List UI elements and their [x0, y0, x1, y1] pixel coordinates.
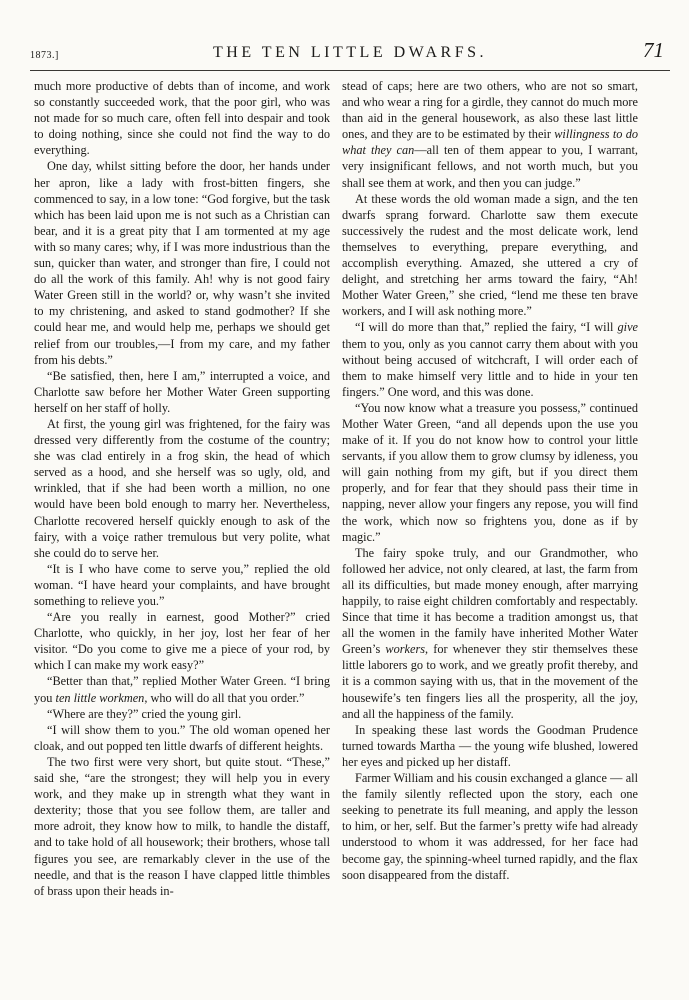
paragraph: “Be satisfied, then, here I am,” interrupted a voice, and Charlotte saw before her Mother Water Green supporting herself on her staff of holly.	[34, 368, 330, 415]
text-run: “I will do more than that,” replied the fairy, “I will	[355, 320, 618, 335]
right-column	[342, 78, 638, 883]
paragraph: “It is I who have come to serve you,” replied the old woman. “I have heard your complaints, and have brought something to relieve you.”	[34, 561, 330, 608]
text-run: , for whenever they stir themselves these little laborers go to work, and we greatly profit thereby, and it is a common saying with us, that in the movement of the housewife’s ten fingers lies all the prosperity, all the joy, and all the happiness of the family.	[342, 642, 638, 721]
text-run: stead of caps; here are two others, who are not so smart, and who wear a ring for a girdle, they cannot do much more than aid in the general housework, as also these last little ones, and they are to be estimated by their	[342, 79, 638, 142]
italic-phrase: ten little workmen	[55, 690, 145, 705]
paragraph: At these words the old woman made a sign, and the ten dwarfs sprang forward. Charlotte saw them execute successively the rudest and the most delicate work, lend themselves to everything, prepare everything, and accomplish everything. Amazed, she uttered a cry of delight, and stretching her arms toward the fairy, “Ah! Mother Water Green,” she cried, “lend me these ten brave workers, and I will ask nothing more.”	[342, 191, 638, 319]
paragraph	[342, 545, 638, 722]
left-column	[34, 78, 330, 899]
paragraph: Farmer William and his cousin exchanged a glance — all the family silently reflected upon the story, each one seeking to penetrate its full meaning, and apply the lesson to him, or her, self. But the farmer’s pretty wife had already understood to whom it was addressed, for her face had become gay, the spinning-wheel turned rapidly, and the flax soon disappeared from the distaff.	[342, 771, 638, 882]
paragraph: “I will show them to you.” The old woman opened her cloak, and out popped ten little dwarfs of different heights.	[34, 722, 330, 753]
page-number: 71	[643, 38, 664, 62]
running-head	[30, 40, 670, 66]
italic-phrase: workers	[385, 642, 426, 657]
text-run: , who will do all that you order.”	[144, 690, 305, 705]
paragraph: “Are you really in earnest, good Mother?” cried Charlotte, who quickly, in her joy, lost her fear of her visitor. “Do you come to give me a piece of your rod, by which I can make my work easy?”	[34, 610, 330, 673]
issue-date: 1873.]	[30, 50, 59, 61]
italic-phrase: give	[617, 320, 638, 335]
text-run: them to you, only as you cannot carry them about with you without being accused of witchcraft, I will order each of them to make himself very little and to hide in your ten fingers.” One word, and this was done.	[342, 336, 638, 399]
text-run: The fairy spoke truly, and our Grandmother, who followed her advice, not only cleared, at last, the farm from all its difficulties, but made money enough, after marrying happily, to raise eight children comfortably and respectably. Since that time it has become a tradition amongst us, that all the women in the family have inherited Mother Water Green’s	[342, 545, 638, 657]
paragraph: One day, whilst sitting before the door, her hands under her apron, like a lady with frost-bitten fingers, she commenced to say, in a low tone: “God forgive, but the task which has been laid upon me is not such as a Christian can bear, and it is a great pity that I am tormented at my age with so many cares; why, if I was more industrious than the sun, quicker than water, and stronger than fire, I could not do all the work of this family. Ah! why is not good fairy Water Green still in the world? or, why wasn’t she invited to my christening, and asked to stand godmother? If she could hear me, and would help me, perhaps we should get relief from our troubles,—I from my care, and my father from his debts.”	[34, 159, 330, 367]
paragraph: The two first were very short, but quite stout. “These,” said she, “are the strongest; they will help you in every work, and they make up in strength what they want in dexterity; those that you see follow them, are taller and more adroit, they know how to milk, to handle the distaff, and to take hold of all housework; their brothers, whose tall figures you see, are remarkably clever in the use of the needle, and that is the reason I have clapped little thimbles of brass upon their heads in-	[34, 754, 330, 898]
paragraph	[342, 319, 638, 399]
paragraph: “You now know what a treasure you possess,” continued Mother Water Green, “and all depends upon the use you make of it. If you do not know how to control your little servants, if you allow them to grow clumsy by idleness, you will gain nothing from my gift, but if you direct them properly, and for fear that they should pass their time in napping, never allow your fingers any repose, you will find the work, which now so frightens you, done as if by magic.”	[342, 400, 638, 544]
text-run: —all ten of them appear to you, I warrant, very insignificant fellows, and not worth much, but you shall see them at work, and then you can judge.”	[342, 143, 638, 190]
header-rule	[30, 70, 670, 71]
story-title: THE TEN LITTLE DWARFS.	[212, 44, 487, 61]
text-run: “Better than that,” replied Mother Water Green. “I bring you	[34, 674, 330, 705]
paragraph: At first, the young girl was frightened, for the fairy was dressed very differently from the costume of the country; she was clad entirely in a frog skin, the head of which served as a hood, and she herself was so ugly, old, and wrinkled, that if she had been worth a million, no one would have been bold enough to marry her. Nevertheless, Charlotte recovered herself quickly enough to ask of the fairy, with a voiçe rather tremulous but very polite, what she could do to serve her.	[34, 416, 330, 560]
paragraph	[34, 673, 330, 705]
paragraph	[342, 78, 638, 191]
paragraph: much more productive of debts than of income, and work so constantly succeeded work, that the poor girl, who was not made for so much care, often fell into despair and took to doing nothing, since she could not find the way to do everything.	[34, 79, 330, 158]
paragraph: “Where are they?” cried the young girl.	[47, 706, 242, 721]
italic-phrase: willingness to do what they can	[342, 127, 638, 158]
paragraph: In speaking these last words the Goodman Prudence turned towards Martha — the young wife blushed, lowered her eyes and picked up her distaff.	[342, 722, 638, 769]
